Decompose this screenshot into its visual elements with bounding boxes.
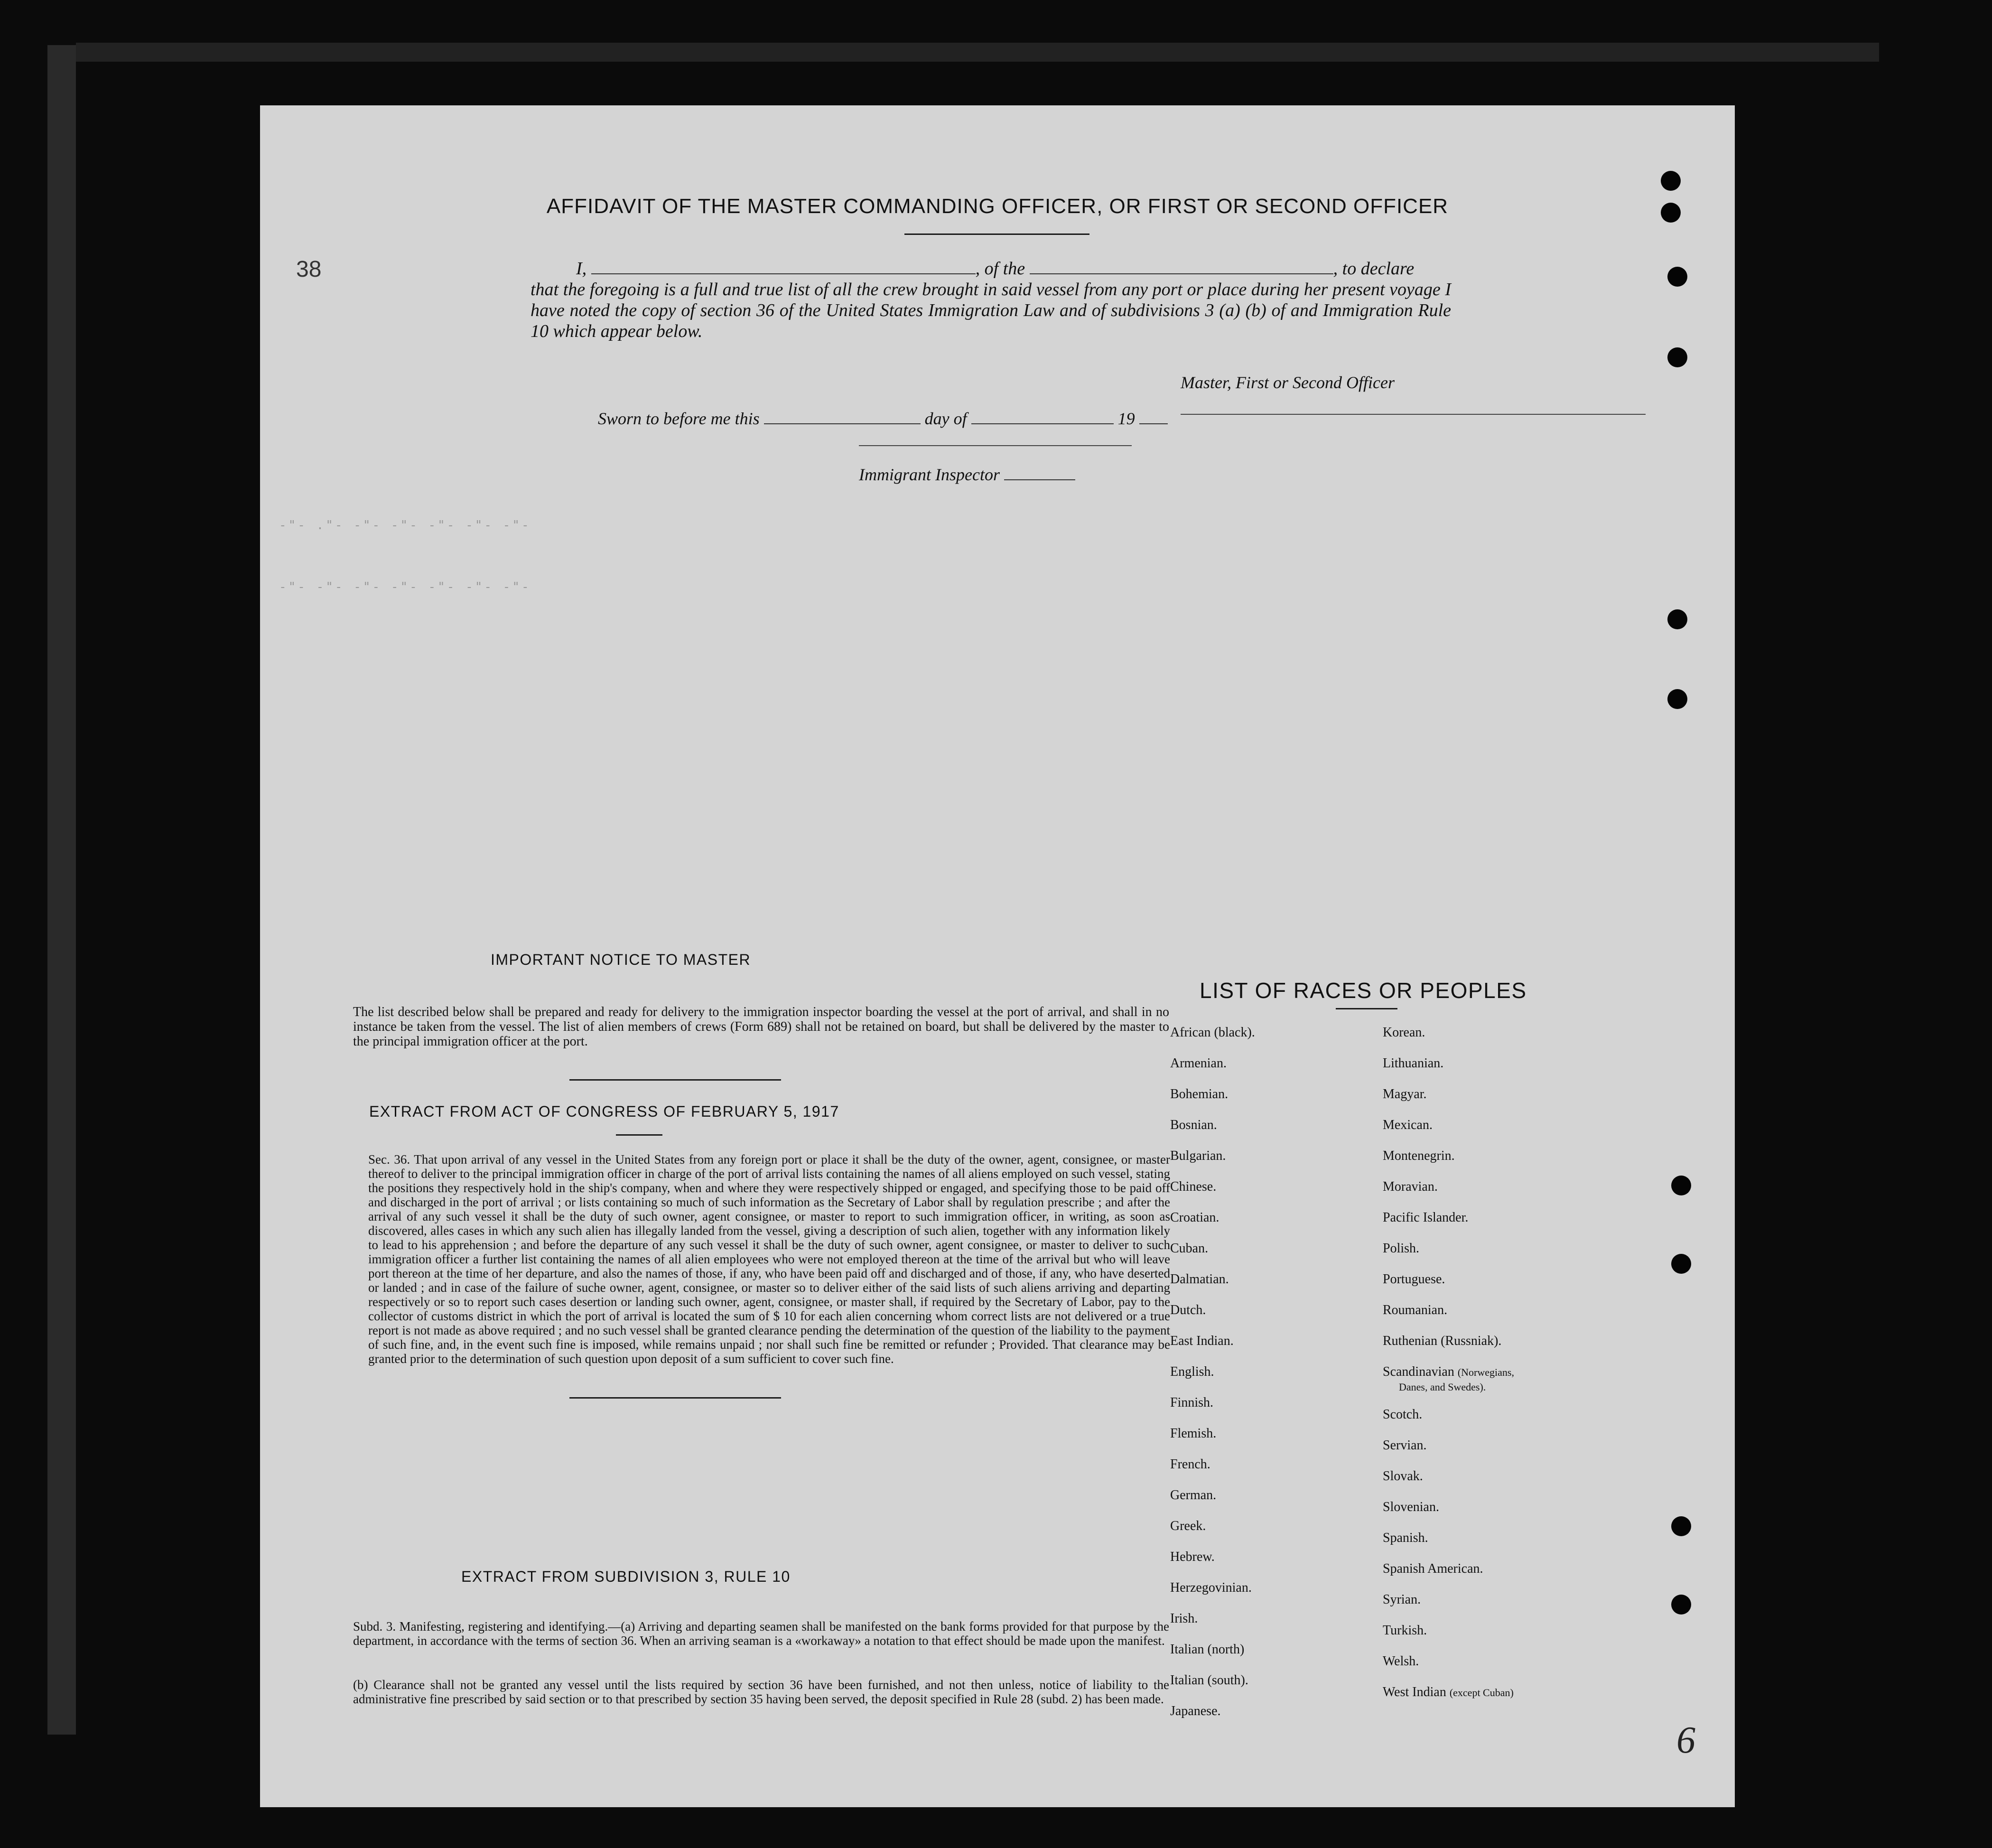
bleed-through-text: -"- ."- -"- -"- -"- -"- -"- bbox=[279, 518, 531, 532]
race-item: Mexican. bbox=[1383, 1118, 1433, 1132]
race-item: East Indian. bbox=[1170, 1334, 1234, 1348]
page-number-mark: 6 bbox=[1676, 1719, 1695, 1761]
race-item: Chinese. bbox=[1170, 1179, 1217, 1194]
race-item: Roumanian. bbox=[1383, 1303, 1448, 1317]
race-item: Slovak. bbox=[1383, 1469, 1423, 1484]
signature-caption: Master, First or Second Officer bbox=[1181, 373, 1395, 392]
punch-hole bbox=[1667, 267, 1687, 287]
rule-extract-body-b: (b) Clearance shall not be granted any vessel until the lists required by section 36 have been furnished, and not then unless, notice of liability to the administrative fine prescribed by said section or to that prescribed by section 35 having been served, the deposit specified in Rule 28 (subd. 2) has been made. bbox=[353, 1678, 1169, 1706]
race-item: Cuban. bbox=[1170, 1241, 1209, 1256]
race-item: Moravian. bbox=[1383, 1179, 1438, 1194]
act-title-underline bbox=[616, 1134, 662, 1136]
race-item: English. bbox=[1170, 1364, 1214, 1379]
rule-extract-body-a: Subd. 3. Manifesting, registering and identifying.—(a) Arriving and departing seamen shall be manifested on the bank forms provided for that purpose by the department, in accordance with the terms of section 36. When an arriving seaman is a «workaway» a notation to that effect should be made upon the manifest. bbox=[353, 1619, 1169, 1648]
race-item: Syrian. bbox=[1383, 1592, 1421, 1607]
races-title: LIST OF RACES OR PEOPLES bbox=[1200, 978, 1527, 1003]
sworn-year-blank bbox=[1139, 409, 1168, 424]
race-item: Armenian. bbox=[1170, 1056, 1227, 1071]
race-item: Polish. bbox=[1383, 1241, 1420, 1256]
act-extract-title: EXTRACT FROM ACT OF CONGRESS OF FEBRUARY 5, 1917 bbox=[369, 1103, 839, 1120]
race-label: West Indian bbox=[1383, 1685, 1446, 1699]
race-item: Spanish American. bbox=[1383, 1561, 1483, 1576]
race-item: French. bbox=[1170, 1457, 1210, 1472]
name-blank bbox=[591, 259, 976, 274]
inspector-signature-line bbox=[859, 445, 1132, 446]
race-item: Pacific Islander. bbox=[1383, 1210, 1469, 1225]
act-divider bbox=[569, 1397, 781, 1399]
scan-border-left bbox=[47, 45, 76, 1735]
race-item: Turkish. bbox=[1383, 1623, 1427, 1638]
race-item: Magyar. bbox=[1383, 1087, 1427, 1101]
title-underline bbox=[904, 233, 1089, 235]
sworn-label: Sworn to before me this bbox=[598, 409, 760, 428]
race-item: Dutch. bbox=[1170, 1303, 1206, 1317]
race-item: Korean. bbox=[1383, 1025, 1425, 1040]
race-item: Herzegovinian. bbox=[1170, 1580, 1252, 1595]
punch-hole bbox=[1661, 171, 1681, 191]
race-item: Portuguese. bbox=[1383, 1272, 1445, 1287]
race-item: Italian (north) bbox=[1170, 1642, 1245, 1657]
race-item: Irish. bbox=[1170, 1611, 1198, 1626]
race-item: Greek. bbox=[1170, 1519, 1206, 1533]
signature-line bbox=[1181, 414, 1646, 415]
race-item: Croatian. bbox=[1170, 1210, 1219, 1225]
bleed-through-text: -"- -"- -"- -"- -"- -"- -"- bbox=[279, 580, 531, 594]
race-item: Slovenian. bbox=[1383, 1500, 1439, 1514]
race-item: Bulgarian. bbox=[1170, 1148, 1226, 1163]
race-note: (Norwegians, bbox=[1457, 1366, 1514, 1378]
affidavit-declare-label: , to declare bbox=[1333, 259, 1415, 279]
affidavit-title: AFFIDAVIT OF THE MASTER COMMANDING OFFICER, OR FIRST OR SECOND OFFICER bbox=[546, 195, 1449, 218]
race-item-scandinavian bbox=[1383, 1364, 1514, 1380]
sworn-day-blank bbox=[764, 409, 921, 424]
race-item-west-indian bbox=[1383, 1685, 1514, 1700]
race-note: (except Cuban) bbox=[1449, 1687, 1514, 1699]
affidavit-text bbox=[531, 258, 1470, 342]
race-item: Welsh. bbox=[1383, 1654, 1419, 1669]
vessel-blank bbox=[1030, 259, 1333, 274]
race-item: Bosnian. bbox=[1170, 1118, 1217, 1132]
day-of-label: day of bbox=[924, 409, 967, 428]
act-extract-body: Sec. 36. That upon arrival of any vessel in the United States from any foreign port or place it shall be the duty of the owner, agent, consignee, or master thereof to deliver to the principal immigration officer in charge of the port of arrival lists containing the names of all aliens employed on such vessel, stating the positions they respectively hold in the ship's company, when and where they were respectively shipped or engaged, and specifying those to be paid off and discharged in the port of arrival ; or lists containing so much of such information as the Secretary of Labor shall by regulation prescribe ; and after the arrival of any such vessel it shall be the duty of such owner, agent consignee, or master to report to such immigration officer, in writing, as soon as discovered, alles cases in which any such alien has illegally landed from the vessel, giving a description of such alien, together with any information likely to lead to his apprehension ; and before the departure of any such vessel it shall be the duty of such owner, agent consignee, or master to deliver to such immigration officer a further list containing the names of all alien employees who were not employed thereon at the time of the arrival but who will leave port thereon at the time of her departure, and also the names of those, if any, who have been paid off and discharged and of those, if any, who have deserted or landed ; and in case of the failure of suche owner, agent, consignee, or master so to deliver either of the said lists of such aliens arriving and departing respectively or so to report such cases desertion or landing such owner, agent, consignee, or master shall, if required by the Secretary of Labor, pay to the collector of customs district in which the port of arrival is located the sum of $ 10 for each alien concerning whom correct lists are not delivered or a true report is not made as above required ; and no such vessel shall be granted clearance pending the determination of the question of the liability to the payment of such fine, and, in the event such fine is imposed, while remains unpaid ; nor shall such fine be remitted or refunder ; Provided. That clearance may be granted prior to the determination of such question upon deposit of a sum sufficient to cover such fine. bbox=[368, 1152, 1170, 1366]
punch-hole bbox=[1671, 1176, 1691, 1195]
inspector-blank bbox=[1004, 465, 1075, 480]
race-item: Servian. bbox=[1383, 1438, 1427, 1453]
race-item: Bohemian. bbox=[1170, 1087, 1229, 1101]
race-item: Flemish. bbox=[1170, 1426, 1217, 1441]
margin-number: 38 bbox=[296, 257, 322, 282]
race-item: Lithuanian. bbox=[1383, 1056, 1444, 1071]
race-item: Scotch. bbox=[1383, 1407, 1423, 1422]
punch-hole bbox=[1671, 1254, 1691, 1274]
notice-body: The list described below shall be prepared and ready for delivery to the immigration inspector boarding the vessel at the port of arrival, and shall in no instance be taken from the vessel. The list of alien members of crews (Form 689) shall not be retained on board, but shall be delivered by the master to the principal immigration officer at the port. bbox=[353, 1005, 1169, 1049]
race-item: Hebrew. bbox=[1170, 1549, 1215, 1564]
document-page bbox=[260, 105, 1735, 1807]
punch-hole bbox=[1671, 1595, 1691, 1615]
affidavit-of-label: , of the bbox=[975, 259, 1025, 279]
affidavit-body: that the foregoing is a full and true list of all the crew brought in said vessel from any port or place during her present voyage I have noted the copy of section 36 of the United States Immigration Law and of subdivisions 3 (a) (b) of and Immigration Rule 10 which appear below. bbox=[531, 280, 1451, 341]
year-label: 19 bbox=[1117, 409, 1135, 428]
punch-hole bbox=[1671, 1516, 1691, 1536]
scan-border-top bbox=[76, 43, 1879, 62]
race-label: Scandinavian bbox=[1383, 1364, 1454, 1379]
race-item: Italian (south). bbox=[1170, 1673, 1248, 1688]
race-item: Finnish. bbox=[1170, 1395, 1214, 1410]
inspector-label: Immigrant Inspector bbox=[859, 465, 1000, 484]
punch-hole bbox=[1667, 609, 1687, 629]
race-item: Japanese. bbox=[1170, 1704, 1221, 1718]
race-item: African (black). bbox=[1170, 1025, 1255, 1040]
notice-divider bbox=[569, 1079, 781, 1081]
races-title-underline bbox=[1336, 1008, 1397, 1009]
sworn-month-blank bbox=[971, 409, 1114, 424]
rule-extract-title: EXTRACT FROM SUBDIVISION 3, RULE 10 bbox=[461, 1568, 791, 1585]
notice-title: IMPORTANT NOTICE TO MASTER bbox=[491, 951, 751, 968]
inspector-line bbox=[859, 464, 1075, 485]
affidavit-i-label: I, bbox=[576, 259, 587, 279]
race-item: Montenegrin. bbox=[1383, 1148, 1455, 1163]
sworn-line bbox=[598, 408, 1168, 429]
race-item: Spanish. bbox=[1383, 1531, 1428, 1545]
punch-hole bbox=[1667, 689, 1687, 709]
race-item: German. bbox=[1170, 1488, 1217, 1503]
race-note: Danes, and Swedes). bbox=[1399, 1381, 1486, 1393]
race-item: Ruthenian (Russniak). bbox=[1383, 1334, 1502, 1348]
race-item: Dalmatian. bbox=[1170, 1272, 1229, 1287]
punch-hole bbox=[1667, 347, 1687, 367]
